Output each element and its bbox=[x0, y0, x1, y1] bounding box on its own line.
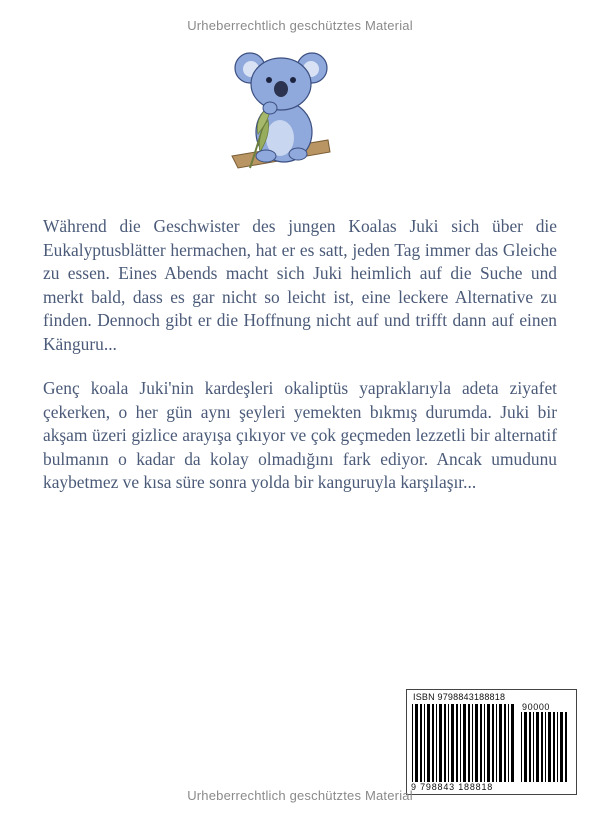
barcode-bar bbox=[499, 704, 502, 782]
barcode-bar bbox=[451, 704, 454, 782]
koala-illustration bbox=[228, 44, 332, 180]
barcode-bar bbox=[533, 712, 534, 782]
barcode-bar bbox=[436, 704, 437, 782]
barcode-bar bbox=[565, 712, 567, 782]
barcode-bar bbox=[424, 704, 425, 782]
barcode-bar bbox=[427, 704, 430, 782]
barcode-bar bbox=[439, 704, 442, 782]
barcode-bar bbox=[521, 712, 522, 782]
barcode-bar bbox=[460, 704, 461, 782]
barcode-bar bbox=[480, 704, 482, 782]
copyright-watermark-bottom: Urheberrechtlich geschütztes Material bbox=[187, 788, 413, 803]
barcode-bar bbox=[548, 712, 551, 782]
barcode-bar bbox=[487, 704, 490, 782]
barcode-bar bbox=[448, 704, 449, 782]
barcode-bar bbox=[529, 712, 531, 782]
barcode-digits: 9 798843 188818 bbox=[411, 782, 494, 792]
addon-number: 90000 bbox=[522, 702, 551, 712]
barcode-bar bbox=[536, 712, 539, 782]
barcode-bar bbox=[444, 704, 446, 782]
barcode-bar bbox=[463, 704, 466, 782]
barcode-bar bbox=[541, 712, 543, 782]
barcode-bar bbox=[496, 704, 497, 782]
barcode-bar bbox=[456, 704, 458, 782]
barcode-bar bbox=[432, 704, 434, 782]
barcode-bar bbox=[468, 704, 470, 782]
barcode-bar bbox=[557, 712, 558, 782]
barcode-bar bbox=[508, 704, 509, 782]
barcode-bar bbox=[412, 704, 413, 782]
barcode-bar bbox=[492, 704, 494, 782]
barcode-bar bbox=[504, 704, 506, 782]
isbn-label: ISBN 9798843188818 bbox=[413, 692, 506, 702]
german-description: Während die Geschwister des jungen Koalas Juki sich über die Eukalyptusblätter hermachen, hat er es satt, jeden Tag immer das Gleiche zu essen. Eines Abends macht sich Juki heimlich auf die Suche und merkt bald, dass es gar nicht so leicht ist, eine leckere Alternative zu finden. Dennoch gibt er die Hoffnung nicht auf und trifft dann auf einen Känguru... bbox=[43, 216, 557, 354]
barcode-bar bbox=[524, 712, 527, 782]
barcode-bar bbox=[553, 712, 555, 782]
barcode-bar bbox=[560, 712, 563, 782]
isbn-barcode bbox=[406, 689, 577, 795]
copyright-watermark-top: Urheberrechtlich geschütztes Material bbox=[187, 18, 413, 33]
barcode-bar bbox=[472, 704, 473, 782]
barcode-bar bbox=[484, 704, 485, 782]
ean-barcode-bars bbox=[411, 704, 517, 782]
barcode-bar bbox=[475, 704, 478, 782]
barcode-bar bbox=[415, 704, 418, 782]
barcode-bar bbox=[545, 712, 546, 782]
turkish-description: Genç koala Juki'nin kardeşleri okaliptüs yapraklarıyla adeta ziyafet çekerken, o her gün aynı şeyleri yemekten bıkmış durumda. Juki bir akşam üzeri gizlice arayışa çıkıyor ve çok geçmeden lezzetli bir alternatif bulmanın o kadar da kolay olmadığını fark ediyor. Ancak umudunu kaybetmez ve kısa süre sonra yolda bir kanguruyla karşılaşır... bbox=[43, 378, 557, 493]
addon-barcode-bars bbox=[520, 712, 570, 782]
barcode-bar bbox=[511, 704, 514, 782]
barcode-bar bbox=[420, 704, 422, 782]
